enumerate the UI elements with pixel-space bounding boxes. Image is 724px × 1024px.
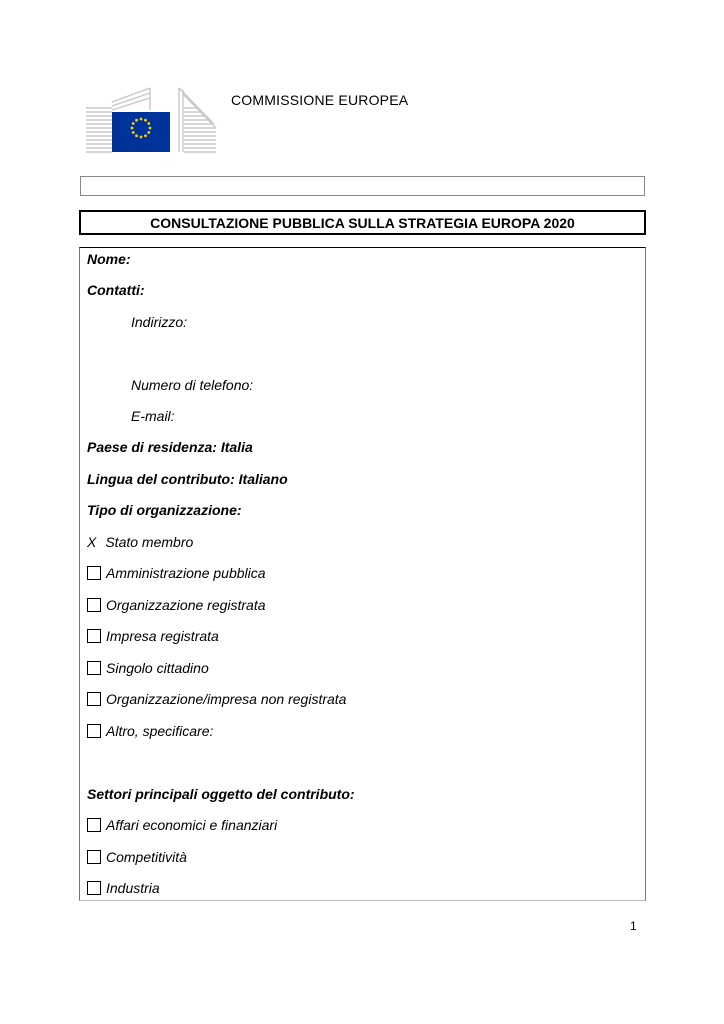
org-type-option[interactable] — [87, 565, 266, 581]
sector-option[interactable] — [87, 849, 187, 865]
page-number: 1 — [630, 919, 637, 933]
checkbox[interactable] — [87, 566, 101, 580]
empty-header-box — [80, 176, 645, 196]
name-label: Nome: — [87, 251, 131, 267]
option-label: Amministrazione pubblica — [106, 565, 266, 581]
checkbox[interactable] — [87, 598, 101, 612]
option-label: Organizzazione registrata — [106, 597, 266, 613]
checked-mark: X — [87, 534, 97, 550]
contributor-form — [79, 247, 646, 901]
country-label: Paese di residenza: Italia — [87, 439, 253, 455]
email-label: E-mail: — [131, 408, 175, 424]
checkbox[interactable] — [87, 724, 101, 738]
option-label: Industria — [106, 880, 160, 896]
checkbox[interactable] — [87, 692, 101, 706]
sectors-label: Settori principali oggetto del contributo: — [87, 786, 355, 802]
phone-label: Numero di telefono: — [131, 377, 254, 393]
checkbox[interactable] — [87, 881, 101, 895]
checkbox[interactable] — [87, 818, 101, 832]
sector-option[interactable] — [87, 817, 277, 833]
option-label: Stato membro — [105, 534, 194, 550]
org-type-option[interactable] — [87, 534, 193, 550]
european-commission-logo — [84, 86, 218, 154]
org-type-option[interactable] — [87, 660, 209, 676]
org-type-option[interactable] — [87, 628, 219, 644]
document-title: CONSULTAZIONE PUBBLICA SULLA STRATEGIA EUROPA 2020 — [79, 210, 646, 235]
org-type-option[interactable] — [87, 597, 266, 613]
address-label: Indirizzo: — [131, 314, 188, 330]
logo-graphic — [84, 86, 218, 154]
checkbox[interactable] — [87, 661, 101, 675]
checkbox[interactable] — [87, 629, 101, 643]
option-label: Organizzazione/impresa non registrata — [106, 691, 347, 707]
org-type-label: Tipo di organizzazione: — [87, 502, 242, 518]
option-label: Singolo cittadino — [106, 660, 209, 676]
option-label: Altro, specificare: — [106, 723, 214, 739]
checkbox[interactable] — [87, 850, 101, 864]
language-label: Lingua del contributo: Italiano — [87, 471, 288, 487]
contacts-label: Contatti: — [87, 282, 145, 298]
org-type-option[interactable] — [87, 691, 346, 707]
organization-name: COMMISSIONE EUROPEA — [231, 92, 409, 108]
option-label: Competitività — [106, 849, 187, 865]
option-label: Affari economici e finanziari — [106, 817, 278, 833]
org-type-option[interactable] — [87, 723, 213, 739]
sector-option[interactable] — [87, 880, 160, 896]
option-label: Impresa registrata — [106, 628, 219, 644]
